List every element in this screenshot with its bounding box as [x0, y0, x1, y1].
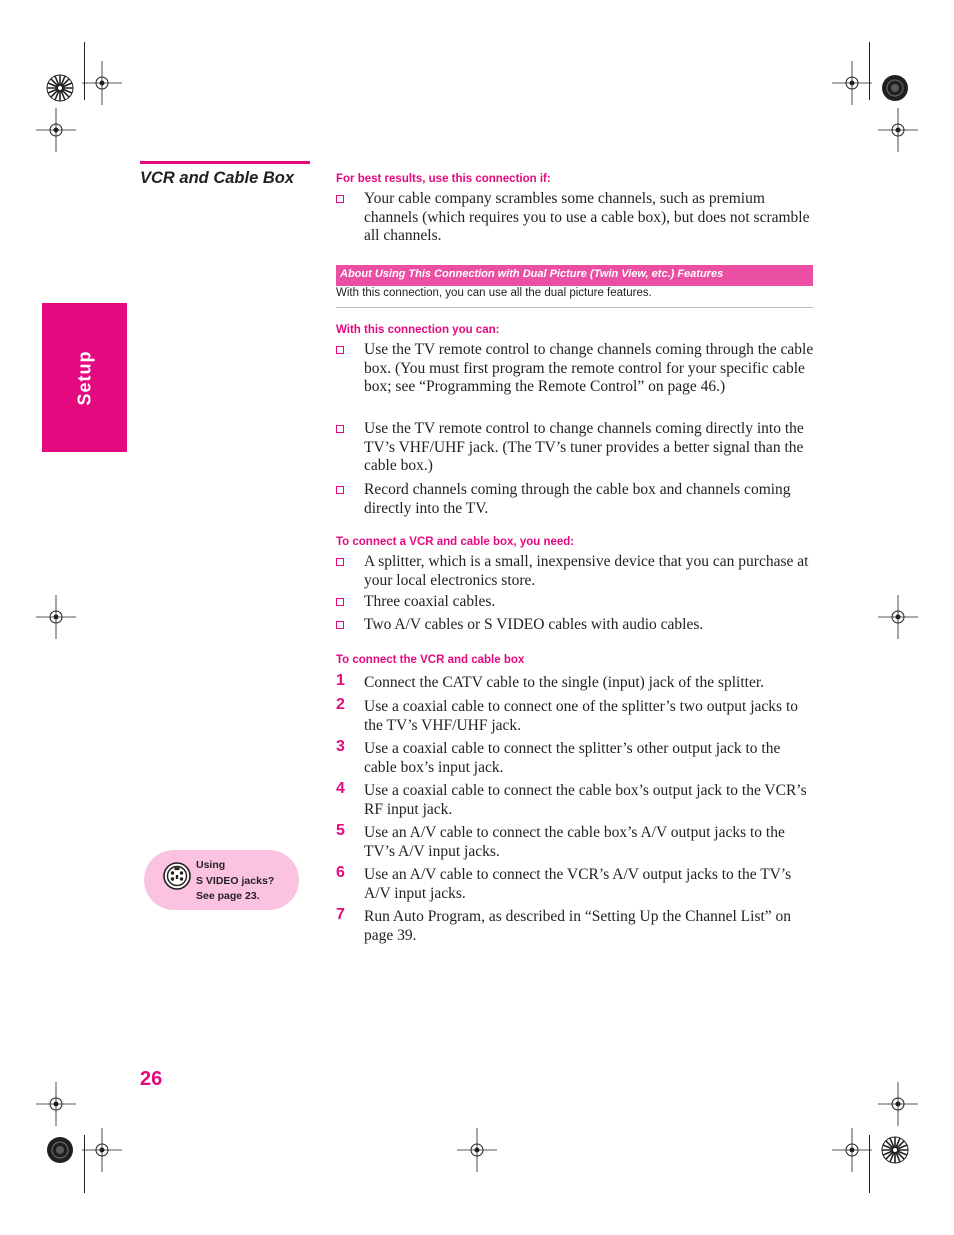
checkbox-bullet-icon [336, 346, 344, 354]
registration-mark-icon [36, 595, 76, 639]
crop-line [869, 1135, 870, 1193]
star-target-icon [46, 74, 74, 102]
registration-mark-icon [878, 595, 918, 639]
list-item: Record channels coming through the cable box and channels coming directly into the TV. [336, 481, 816, 518]
step-item: 4 Use a coaxial cable to connect the cable box’s output jack to the VCR’s RF input jack. [336, 780, 807, 818]
step-number: 7 [336, 906, 345, 923]
registration-mark-icon [832, 1128, 872, 1172]
list-item: Use the TV remote control to change channels coming through the cable box. (You must first program the remote control for your specific cable box; see “Programming the Remote Control” on page 46.) [336, 341, 816, 397]
registration-mark-icon [878, 108, 918, 152]
star-target-icon [881, 74, 909, 102]
can-do-heading: With this connection you can: [336, 324, 500, 336]
step-number: 1 [336, 672, 345, 689]
page-number: 26 [140, 1068, 163, 1090]
checkbox-bullet-icon [336, 558, 344, 566]
list-item: Two A/V cables or S VIDEO cables with audio cables. [336, 616, 816, 635]
best-results-heading: For best results, use this connection if: [336, 173, 551, 185]
crop-line [84, 1135, 85, 1193]
step-number: 6 [336, 864, 345, 881]
list-item: A splitter, which is a small, inexpensive device that you can purchase at your local electronics store. [336, 553, 816, 590]
dual-picture-banner-label: About Using This Connection with Dual Picture (Twin View, etc.) Features [340, 268, 724, 280]
star-target-icon [881, 1136, 909, 1164]
registration-mark-icon [878, 1082, 918, 1126]
step-item: 7 Run Auto Program, as described in “Setting Up the Channel List” on page 39. [336, 906, 792, 944]
checkbox-bullet-icon [336, 486, 344, 494]
step-item: 3 Use a coaxial cable to connect the splitter’s other output jack to the cable box’s input jack. [336, 738, 781, 776]
registration-mark-icon [36, 108, 76, 152]
registration-mark-icon [832, 61, 872, 105]
divider [336, 307, 813, 308]
section-title: VCR and Cable Box [140, 169, 295, 187]
side-tab-label: Setup [74, 349, 94, 406]
registration-mark-icon [82, 61, 122, 105]
checkbox-bullet-icon [336, 195, 344, 203]
step-number: 2 [336, 696, 345, 713]
crop-line [869, 42, 870, 100]
tip-text: Using S VIDEO jacks? See page 23. [196, 859, 275, 902]
step-number: 3 [336, 738, 345, 755]
dual-picture-banner [336, 265, 813, 286]
steps-heading: To connect the VCR and cable box [336, 654, 525, 666]
step-item: 2 Use a coaxial cable to connect one of the splitter’s two output jacks to the TV’s VHF/UHF jack. [336, 696, 799, 734]
step-item: 6 Use an A/V cable to connect the VCR’s A/V output jacks to the TV’s A/V input jacks. [336, 864, 792, 902]
list-item: Your cable company scrambles some channels, such as premium channels (which requires you to use a cable box), but does not scramble all channels. [336, 190, 816, 246]
registration-mark-icon [36, 1082, 76, 1126]
checkbox-bullet-icon [336, 425, 344, 433]
step-number: 4 [336, 780, 345, 797]
need-heading: To connect a VCR and cable box, you need: [336, 536, 575, 548]
list-item: Three coaxial cables. [336, 593, 816, 612]
step-number: 5 [336, 822, 345, 839]
s-video-tip [144, 850, 299, 910]
checkbox-bullet-icon [336, 621, 344, 629]
checkbox-bullet-icon [336, 598, 344, 606]
registration-mark-icon [82, 1128, 122, 1172]
registration-mark-icon [457, 1128, 497, 1172]
step-item: 1 Connect the CATV cable to the single (input) jack of the splitter. [336, 672, 765, 691]
star-target-icon [46, 1136, 74, 1164]
dual-picture-note: With this connection, you can use all the dual picture features. [336, 287, 652, 299]
section-title-rule [140, 161, 310, 164]
crop-line [84, 42, 85, 100]
setup-side-tab [42, 303, 127, 452]
list-item: Use the TV remote control to change channels coming directly into the TV’s VHF/UHF jack. (The TV’s tuner provides a better signal than the cable box.) [336, 420, 816, 476]
step-item: 5 Use an A/V cable to connect the cable box’s A/V output jacks to the TV’s A/V input jacks. [336, 822, 785, 860]
s-video-connector-icon [163, 862, 191, 894]
